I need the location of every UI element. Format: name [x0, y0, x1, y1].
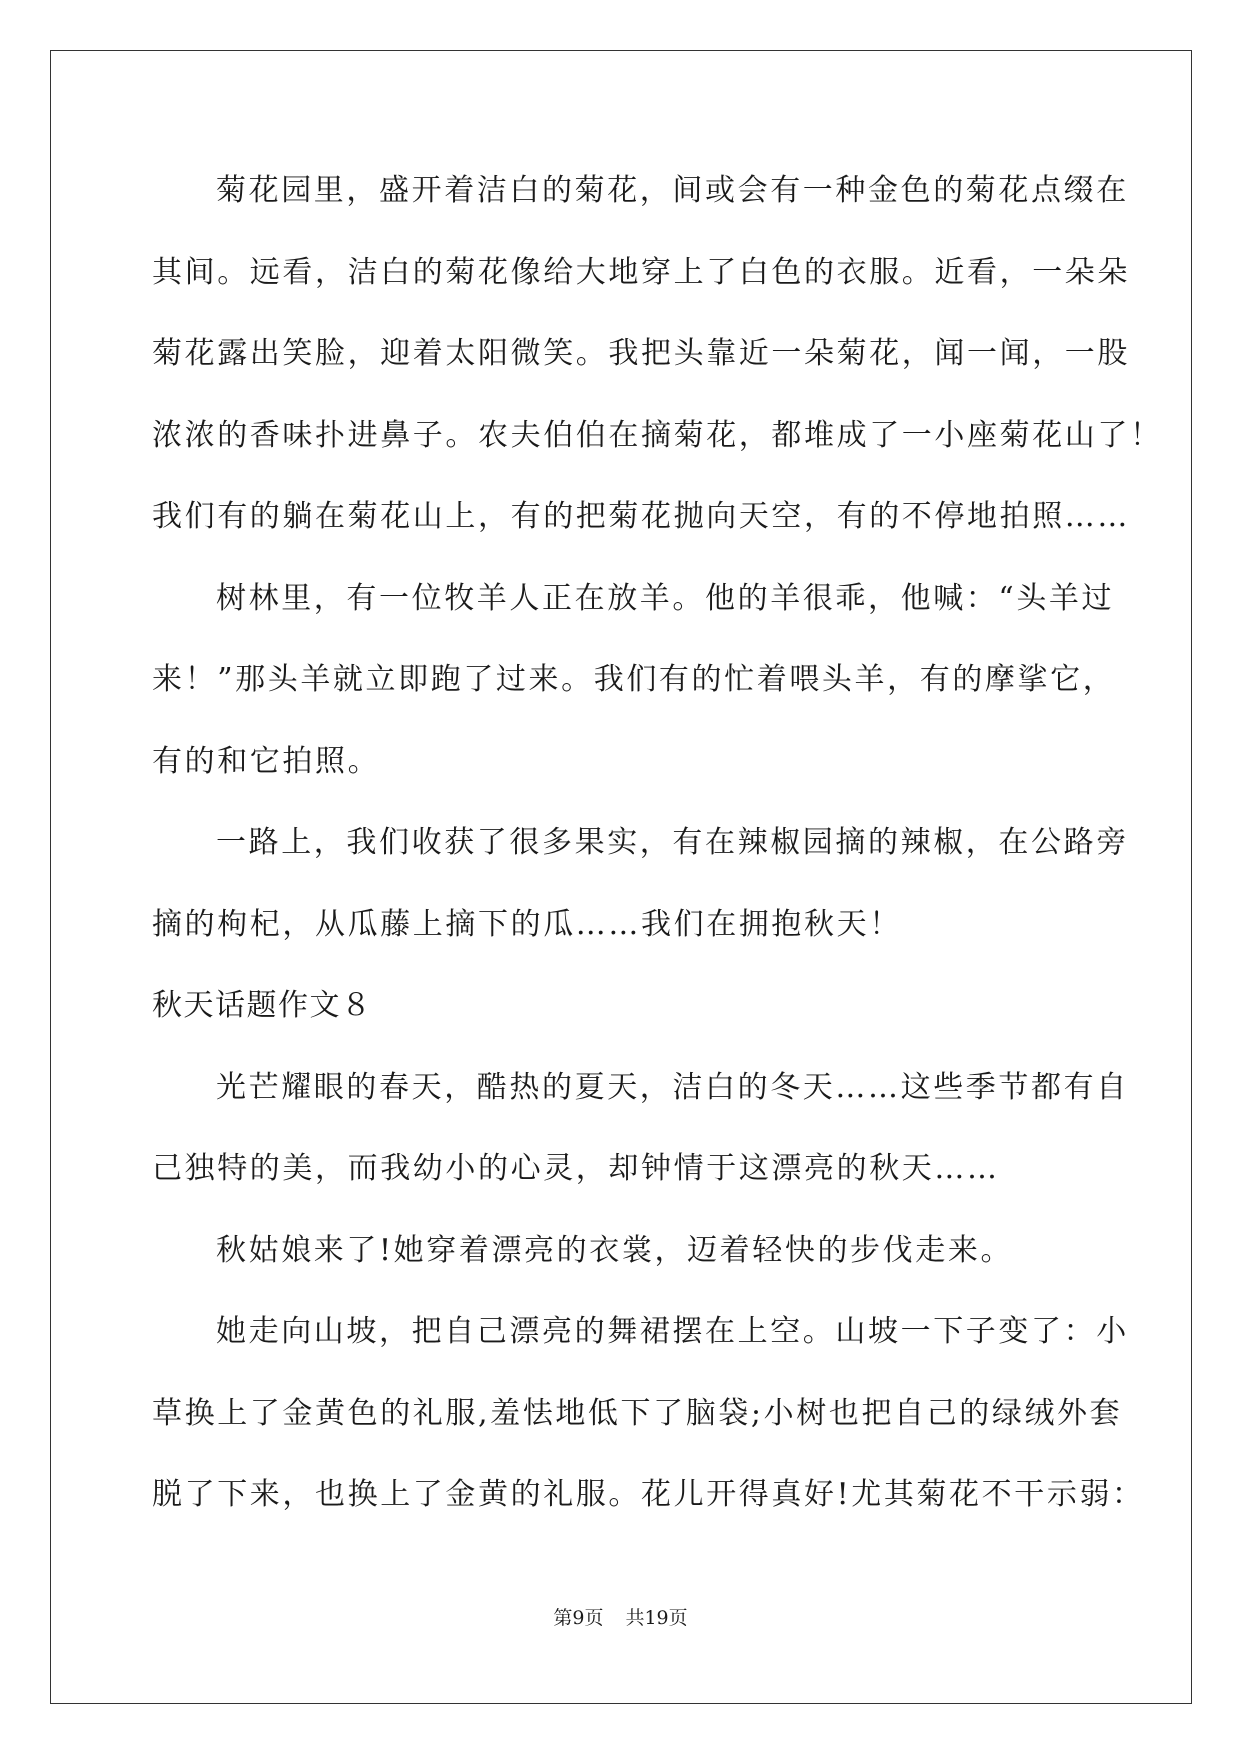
total-pages: 共19页 — [625, 1607, 688, 1629]
text-line: 树林里，有一位牧羊人正在放羊。他的羊很乖，他喊：“头羊过 — [216, 580, 1115, 616]
document-body — [152, 160, 1163, 1546]
text-line: 草换上了金黄色的礼服,羞怯地低下了脑袋;小树也把自己的绿绒外套 — [152, 1395, 1123, 1431]
text-line: 秋姑娘来了!她穿着漂亮的衣裳，迈着轻快的步伐走来。 — [216, 1232, 1014, 1268]
text-line: 己独特的美，而我幼小的心灵，却钟情于这漂亮的秋天…… — [152, 1151, 1000, 1186]
text-line: 一路上，我们收获了很多果实，有在辣椒园摘的辣椒，在公路旁 — [216, 825, 1129, 860]
page-footer — [0, 1606, 1241, 1630]
text-line: 菊花园里，盛开着洁白的菊花，间或会有一种金色的菊花点缀在 — [216, 173, 1129, 208]
text-line: 脱了下来，也换上了金黄的礼服。花儿开得真好!尤其菊花不干示弱： — [152, 1477, 1145, 1512]
text-line: 浓浓的香味扑进鼻子。农夫伯伯在摘菊花，都堆成了一小座菊花山了！ — [152, 417, 1163, 453]
page-number: 第9页 — [553, 1607, 604, 1629]
text-line: 光芒耀眼的春天，酷热的夏天，洁白的冬天……这些季节都有自 — [216, 1069, 1129, 1105]
text-line: 来！”那头羊就立即跑了过来。我们有的忙着喂头羊，有的摩挲它， — [152, 662, 1116, 697]
text-line: 摘的枸杞，从瓜藤上摘下的瓜……我们在拥抱秋天！ — [152, 906, 902, 942]
text-line: 其间。远看，洁白的菊花像给大地穿上了白色的衣服。近看，一朵朵 — [152, 254, 1130, 290]
section-heading: 秋天话题作文８ — [152, 988, 373, 1023]
text-line: 菊花露出笑脸，迎着太阳微笑。我把头靠近一朵菊花，闻一闻，一股 — [152, 336, 1130, 371]
text-line: 我们有的躺在菊花山上，有的把菊花抛向天空，有的不停地拍照…… — [152, 499, 1130, 534]
text-line: 有的和它拍照。 — [152, 743, 381, 779]
text-line: 她走向山坡，把自己漂亮的舞裙摆在上空。山坡一下子变了：小 — [216, 1314, 1129, 1349]
